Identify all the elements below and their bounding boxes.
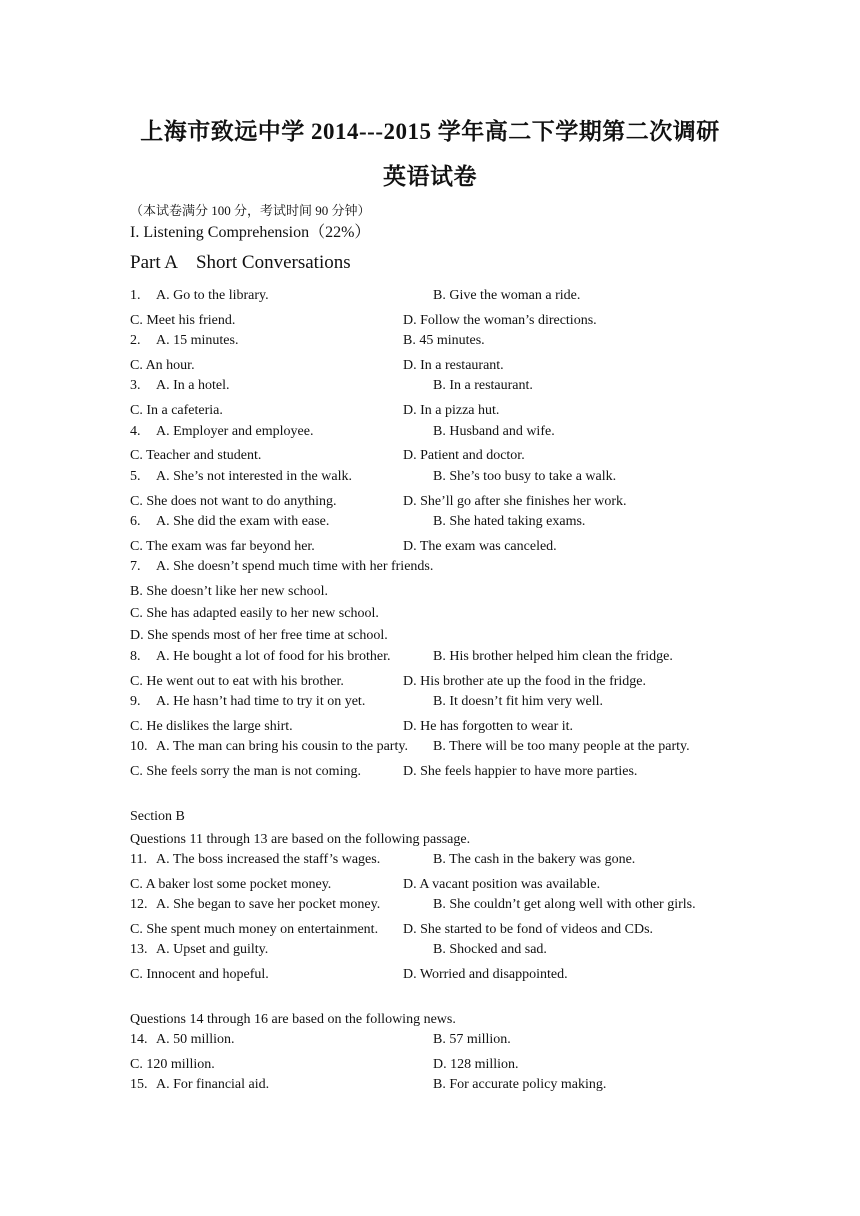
option-c: C. She feels sorry the man is not coming. xyxy=(130,764,361,779)
question-6: 6. A. She did the exam with ease. xyxy=(130,514,330,529)
option-b: B. Give the woman a ride. xyxy=(433,288,581,303)
question-11: 11. A. The boss increased the staff’s wages. xyxy=(130,852,381,867)
option-a: A. She’s not interested in the walk. xyxy=(156,469,352,484)
option-d: D. She started to be fond of videos and CDs. xyxy=(403,922,654,937)
option-a: A. She did the exam with ease. xyxy=(156,514,330,529)
option-b: B. In a restaurant. xyxy=(433,378,533,393)
option-d: D. A vacant position was available. xyxy=(403,877,601,892)
option-b: B. Shocked and sad. xyxy=(433,942,547,957)
option-b: B. She doesn’t like her new school. xyxy=(130,584,329,599)
option-c: C. Meet his friend. xyxy=(130,313,236,328)
option-c: C. He went out to eat with his brother. xyxy=(130,674,344,689)
option-a: A. The man can bring his cousin to the party. xyxy=(156,739,408,754)
section-b-heading: Section B xyxy=(130,809,185,824)
section-b-intro-1: Questions 11 through 13 are based on the following passage. xyxy=(130,832,471,847)
question-4: 4. A. Employer and employee. xyxy=(130,424,314,439)
option-b: B. His brother helped him clean the fridge. xyxy=(433,649,673,664)
option-d: D. Worried and disappointed. xyxy=(403,967,568,982)
option-d: D. In a pizza hut. xyxy=(403,403,500,418)
option-b: B. She hated taking exams. xyxy=(433,514,586,529)
option-a: A. In a hotel. xyxy=(156,378,230,393)
option-d: D. Follow the woman’s directions. xyxy=(403,313,597,328)
option-c: C. The exam was far beyond her. xyxy=(130,539,315,554)
option-d: D. The exam was canceled. xyxy=(403,539,557,554)
option-a: A. 15 minutes. xyxy=(156,333,239,348)
option-d: D. Patient and doctor. xyxy=(403,448,525,463)
option-b: B. There will be too many people at the party. xyxy=(433,739,690,754)
option-d: D. She spends most of her free time at school. xyxy=(130,628,388,643)
option-c: C. A baker lost some pocket money. xyxy=(130,877,332,892)
question-7: 7. A. She doesn’t spend much time with her friends. xyxy=(130,559,434,574)
section-heading-listening: I. Listening Comprehension（22%） xyxy=(130,224,371,241)
option-a: A. Upset and guilty. xyxy=(156,942,269,957)
exam-note: （本试卷满分 100 分，考试时间 90 分钟） xyxy=(130,203,371,218)
option-d: D. In a restaurant. xyxy=(403,358,504,373)
option-c: C. Innocent and hopeful. xyxy=(130,967,269,982)
option-a: A. 50 million. xyxy=(156,1032,235,1047)
option-d: D. 128 million. xyxy=(433,1057,519,1072)
option-a: A. Employer and employee. xyxy=(156,424,314,439)
option-a: A. He hasn’t had time to try it on yet. xyxy=(156,694,366,709)
question-14: 14. A. 50 million. xyxy=(130,1032,235,1047)
option-c: C. She has adapted easily to her new school. xyxy=(130,606,379,621)
exam-title: 上海市致远中学 2014---2015 学年高二下学期第二次调研 xyxy=(140,119,720,144)
option-b: B. The cash in the bakery was gone. xyxy=(433,852,636,867)
option-d: D. She’ll go after she finishes her work. xyxy=(403,494,627,509)
option-b: B. For accurate policy making. xyxy=(433,1077,607,1092)
option-a: A. She began to save her pocket money. xyxy=(156,897,381,912)
option-d: D. She feels happier to have more parties. xyxy=(403,764,638,779)
question-12: 12. A. She began to save her pocket money. xyxy=(130,897,381,912)
question-8: 8. A. He bought a lot of food for his brother. xyxy=(130,649,391,664)
option-b: B. 57 million. xyxy=(433,1032,511,1047)
question-15: 15. A. For financial aid. xyxy=(130,1077,270,1092)
option-c: C. An hour. xyxy=(130,358,195,373)
question-1: 1. A. Go to the library. xyxy=(130,288,269,303)
option-a: A. For financial aid. xyxy=(156,1077,270,1092)
question-9: 9. A. He hasn’t had time to try it on yet. xyxy=(130,694,366,709)
exam-subtitle: 英语试卷 xyxy=(383,164,477,189)
option-b: B. 45 minutes. xyxy=(403,333,485,348)
option-a: A. Go to the library. xyxy=(156,288,269,303)
question-13: 13. A. Upset and guilty. xyxy=(130,942,269,957)
option-a: A. He bought a lot of food for his brother. xyxy=(156,649,391,664)
option-c: C. Teacher and student. xyxy=(130,448,262,463)
option-b: B. She couldn’t get along well with other girls. xyxy=(433,897,696,912)
option-c: C. She spent much money on entertainment. xyxy=(130,922,379,937)
question-5: 5. A. She’s not interested in the walk. xyxy=(130,469,352,484)
option-b: B. Husband and wife. xyxy=(433,424,555,439)
option-d: D. He has forgotten to wear it. xyxy=(403,719,574,734)
option-d: D. His brother ate up the food in the fridge. xyxy=(403,674,646,689)
section-b-intro-2: Questions 14 through 16 are based on the following news. xyxy=(130,1012,456,1027)
option-c: C. In a cafeteria. xyxy=(130,403,223,418)
option-c: C. He dislikes the large shirt. xyxy=(130,719,293,734)
question-3: 3. A. In a hotel. xyxy=(130,378,230,393)
option-c: C. 120 million. xyxy=(130,1057,215,1072)
question-2: 2. A. 15 minutes. xyxy=(130,333,239,348)
option-a: A. She doesn’t spend much time with her friends. xyxy=(156,559,434,574)
option-b: B. She’s too busy to take a walk. xyxy=(433,469,617,484)
option-b: B. It doesn’t fit him very well. xyxy=(433,694,604,709)
option-a: A. The boss increased the staff’s wages. xyxy=(156,852,381,867)
part-a-heading: Part A Short Conversations xyxy=(130,252,351,273)
option-c: C. She does not want to do anything. xyxy=(130,494,337,509)
question-10: 10. A. The man can bring his cousin to the party. xyxy=(130,739,408,754)
